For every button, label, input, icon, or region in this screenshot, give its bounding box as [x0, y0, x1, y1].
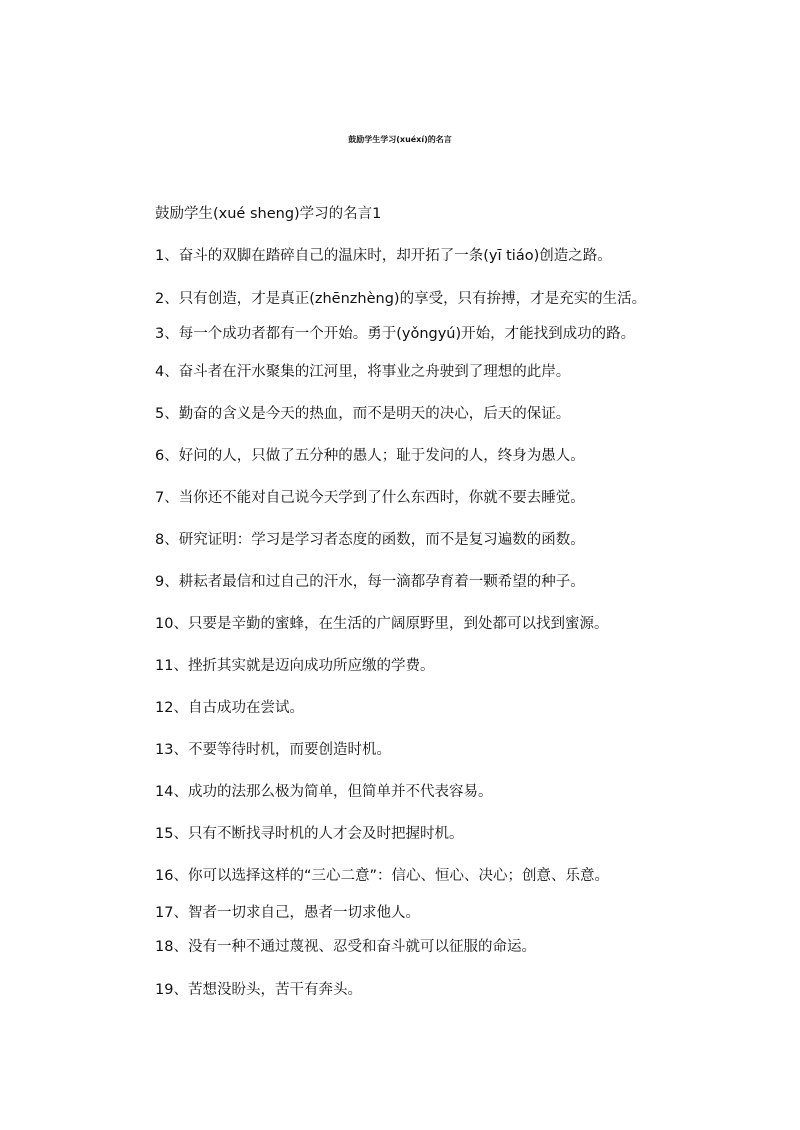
quote-item: 14、成功的法那么极为简单，但简单并不代表容易。 [155, 784, 493, 800]
quote-item: 1、奋斗的双脚在踏碎自己的温床时，却开拓了一条(yī tiáo)创造之路。 [155, 248, 612, 264]
quote-item: 6、好问的人，只做了五分种的愚人；耻于发问的人，终身为愚人。 [155, 448, 585, 464]
quote-item: 17、智者一切求自己，愚者一切求他人。 [155, 905, 420, 921]
quote-item: 18、没有一种不通过蔑视、忍受和奋斗就可以征服的命运。 [155, 939, 536, 955]
quote-item: 11、挫折其实就是迈向成功所应缴的学费。 [155, 658, 435, 674]
document-title: 鼓励学生学习(xuéxí)的名言 [348, 135, 452, 144]
quote-item: 7、当你还不能对自己说今天学到了什么东西时，你就不要去睡觉。 [155, 490, 585, 506]
quote-item: 5、勤奋的含义是今天的热血，而不是明天的决心，后天的保证。 [155, 406, 571, 422]
quote-item: 2、只有创造，才是真正(zhēnzhèng)的享受，只有拚搏，才是充实的生活。 [155, 291, 647, 307]
quote-item: 15、只有不断找寻时机的人才会及时把握时机。 [155, 826, 464, 842]
quote-item: 16、你可以选择这样的“三心二意”：信心、恒心、决心；创意、乐意。 [155, 868, 609, 884]
quote-item: 13、不要等待时机，而要创造时机。 [155, 742, 391, 758]
quote-item: 12、自古成功在尝试。 [155, 700, 304, 716]
quote-item: 8、研究证明：学习是学习者态度的函数，而不是复习遍数的函数。 [155, 532, 585, 548]
quote-item: 9、耕耘者最信和过自己的汗水，每一滴都孕育着一颗希望的种子。 [155, 574, 585, 590]
quote-item: 4、奋斗者在汗水聚集的江河里，将事业之舟驶到了理想的此岸。 [155, 364, 571, 380]
quote-item: 3、每一个成功者都有一个开始。勇于(yǒngyú)开始，才能找到成功的路。 [155, 326, 636, 342]
section-heading: 鼓励学生(xué sheng)学习的名言1 [155, 206, 382, 222]
quote-item: 10、只要是辛勤的蜜蜂，在生活的广阔原野里，到处都可以找到蜜源。 [155, 616, 609, 632]
quote-item: 19、苦想没盼头，苦干有奔头。 [155, 982, 362, 998]
